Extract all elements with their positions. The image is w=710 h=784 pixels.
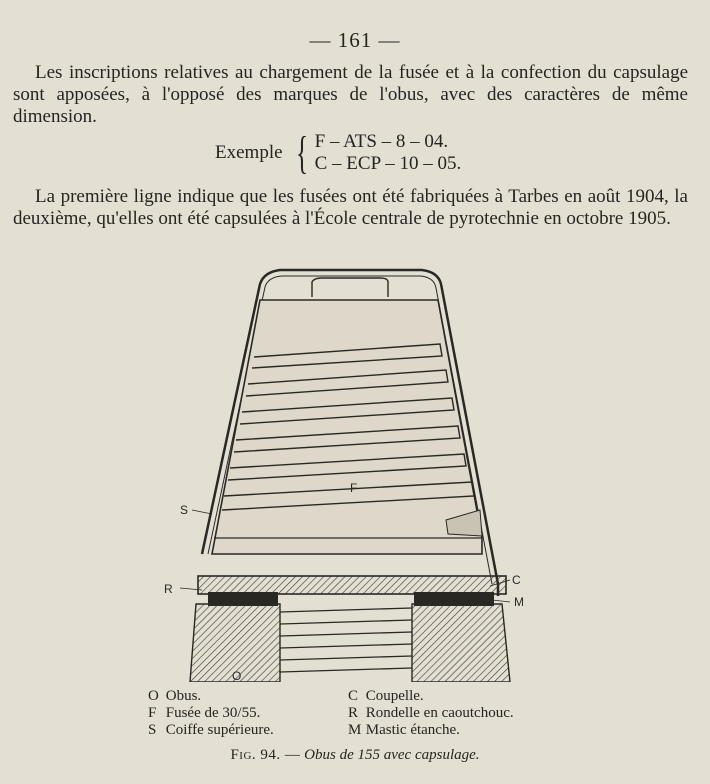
example-block xyxy=(215,127,462,178)
shell-threads xyxy=(280,608,412,672)
legend-item-f: F Fusée de 30/55. xyxy=(148,705,261,721)
shell-cap-illustration xyxy=(150,262,550,682)
label-s: S xyxy=(180,503,189,517)
legend-right xyxy=(348,688,514,739)
label-f: F xyxy=(350,481,358,495)
figure-number: Fig. 94. — xyxy=(230,747,301,763)
label-m: M xyxy=(514,595,524,609)
label-o: O xyxy=(232,669,242,682)
example-label: Exemple xyxy=(215,142,283,163)
example-brace: { xyxy=(295,127,308,178)
coupelle-band xyxy=(198,576,506,594)
legend-item-c: C Coupelle. xyxy=(348,688,424,704)
paragraph-first-line-meaning: La première ligne indique que les fusées ont été fabriquées à Tarbes en août 1904, la deuxième, qu'elles ont été capsulées à l'École centrale de pyrotechnie en octobre 1905. xyxy=(13,186,688,229)
legend-item-m: M Mastic étanche. xyxy=(348,722,460,738)
top-knob xyxy=(312,278,388,297)
example-line-1: F – ATS – 8 – 04. xyxy=(314,131,449,152)
legend-item-o: O Obus. xyxy=(148,688,202,704)
leader-m xyxy=(492,600,510,602)
paragraph-inscriptions: Les inscriptions relatives au chargement de la fusée et à la confection du capsulage sont apposées, à l'opposé des marques de l'obus, avec des caractères de même dimension. xyxy=(13,62,688,127)
shell-right-wall xyxy=(412,604,510,682)
label-c: C xyxy=(512,573,521,587)
label-r: R xyxy=(164,582,173,596)
example-lines xyxy=(315,131,462,175)
page-number: — 161 — xyxy=(309,28,401,52)
legend-left xyxy=(148,688,274,739)
figure-caption xyxy=(0,747,710,764)
legend-item-s: S Coiffe supérieure. xyxy=(148,722,274,738)
example-line-2: C – ECP – 10 – 05. xyxy=(314,153,462,174)
legend-item-r: R Rondelle en caoutchouc. xyxy=(348,705,514,721)
leader-s xyxy=(192,510,212,514)
figure-title: Obus de 155 avec capsulage. xyxy=(304,747,480,763)
